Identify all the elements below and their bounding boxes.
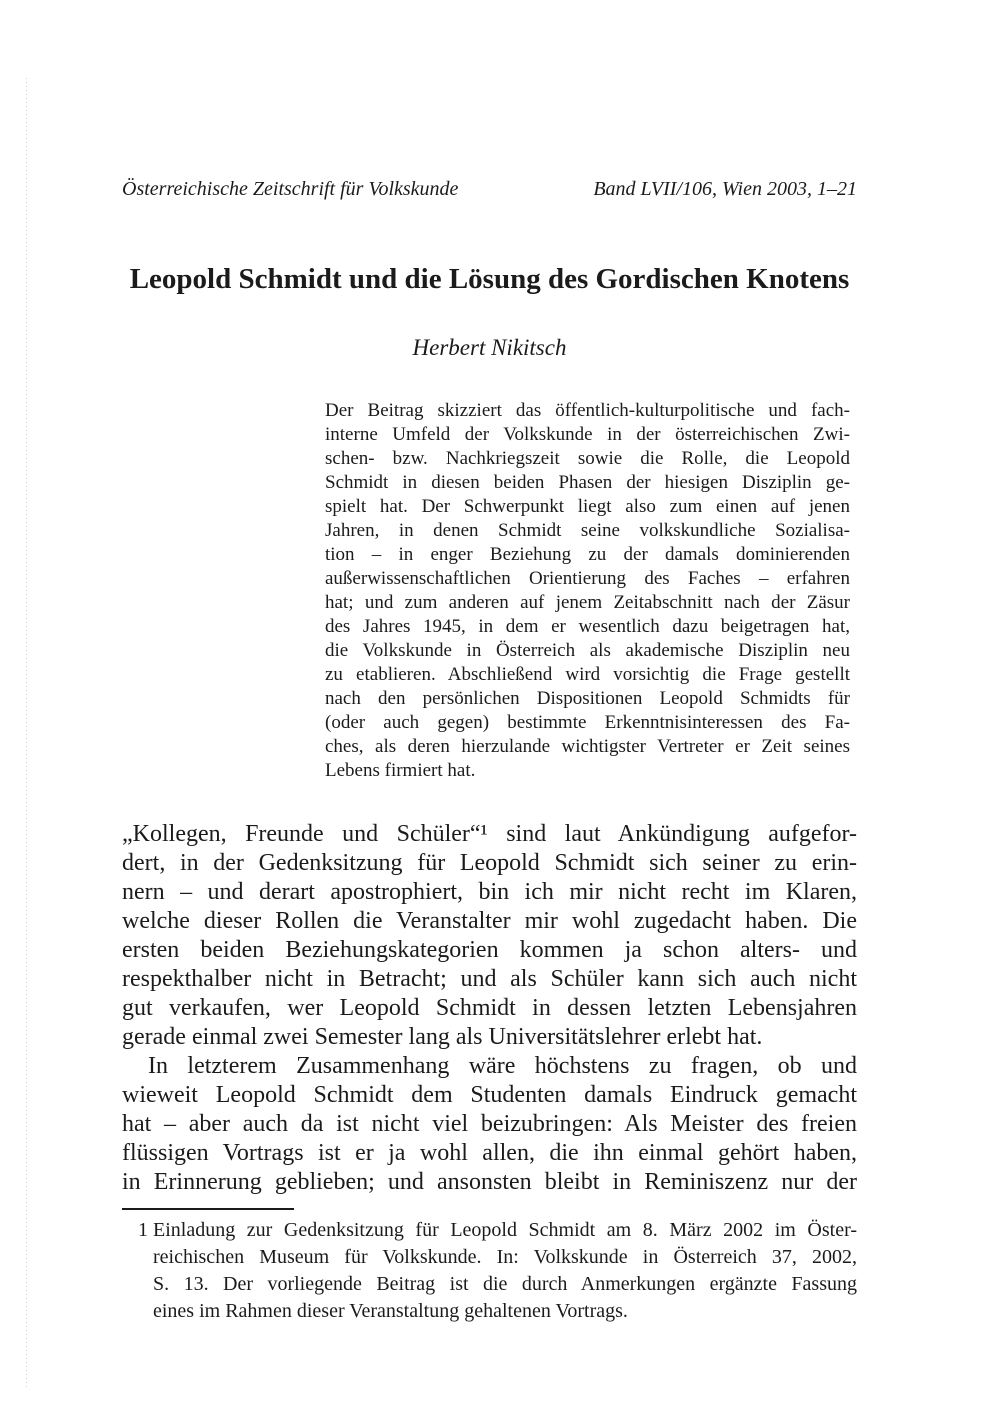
text-line: ches, als deren hierzulande wichtigster Vertreter er Zeit seines — [325, 736, 850, 757]
text-line: hat; und zum anderen auf jenem Zeitabschnitt nach der Zäsur — [325, 592, 850, 613]
text-line: in Erinnerung geblieben; und ansonsten bleibt in Reminiszenz nur der — [122, 1169, 857, 1195]
article-author: Herbert Nikitsch — [412, 335, 567, 360]
abstract-block — [325, 399, 850, 783]
text-line: gerade einmal zwei Semester lang als Universitätslehrer erlebt hat. — [122, 1024, 763, 1050]
text-line: zu etablieren. Abschließend wird vorsichtig die Frage gestellt — [325, 664, 850, 685]
text-line: reichischen Museum für Volkskunde. In: Volkskunde in Österreich 37, 2002, — [153, 1246, 857, 1268]
text-line: tion – in enger Beziehung zu der damals dominierenden — [325, 544, 850, 565]
text-line: dert, in der Gedenksitzung für Leopold Schmidt sich seiner zu erin- — [122, 850, 857, 876]
article-title: Leopold Schmidt und die Lösung des Gordischen Knotens — [129, 263, 850, 295]
text-line: hat – aber auch da ist nicht viel beizubringen: Als Meister des freien — [122, 1111, 857, 1137]
text-line: spielt hat. Der Schwerpunkt liegt also zum einen auf jenen — [325, 496, 850, 517]
text-line: interne Umfeld der Volkskunde in der österreichischen Zwi- — [325, 424, 850, 445]
text-line: „Kollegen, Freunde und Schüler“¹ sind laut Ankündigung aufgefor- — [122, 821, 857, 847]
text-line: gut verkaufen, wer Leopold Schmidt in dessen letzten Lebensjahren — [122, 995, 857, 1021]
text-line: nach den persönlichen Dispositionen Leopold Schmidts für — [325, 688, 850, 709]
journal-header — [122, 176, 857, 202]
body-paragraph-2 — [122, 1052, 857, 1197]
journal-name: Österreichische Zeitschrift für Volkskunde — [122, 178, 459, 200]
footnote-number: 1 — [138, 1219, 148, 1241]
body-paragraph-1 — [122, 820, 857, 1052]
footnote-text — [153, 1217, 857, 1325]
text-line: außerwissenschaftlichen Orientierung des Faches – erfahren — [325, 568, 850, 589]
text-line: des Jahres 1945, in dem er wesentlich dazu beigetragen hat, — [325, 616, 850, 637]
scan-artifact-line — [26, 78, 27, 1390]
text-line: Einladung zur Gedenksitzung für Leopold Schmidt am 8. März 2002 im Öster- — [153, 1219, 857, 1241]
text-line: S. 13. Der vorliegende Beitrag ist die durch Anmerkungen ergänzte Fassung — [153, 1273, 857, 1295]
text-line: Schmidt in diesen beiden Phasen der hiesigen Disziplin ge- — [325, 472, 850, 493]
text-line: In letzterem Zusammenhang wäre höchstens zu fragen, ob und — [148, 1053, 857, 1079]
text-line: Jahren, in denen Schmidt seine volkskundliche Sozialisa- — [325, 520, 850, 541]
text-line: ersten beiden Beziehungskategorien kommen ja schon alters- und — [122, 937, 857, 963]
text-line: flüssigen Vortrags ist er ja wohl allen, die ihn einmal gehört haben, — [122, 1140, 857, 1166]
text-line: respekthalber nicht in Betracht; und als Schüler kann sich auch nicht — [122, 966, 857, 992]
text-line: schen- bzw. Nachkriegszeit sowie die Rolle, die Leopold — [325, 448, 850, 469]
text-line: welche dieser Rollen die Veranstalter mir wohl zugedacht haben. Die — [122, 908, 857, 934]
text-line: wieweit Leopold Schmidt dem Studenten damals Eindruck gemacht — [122, 1082, 857, 1108]
text-line: eines im Rahmen dieser Veranstaltung gehaltenen Vortrags. — [153, 1300, 628, 1322]
volume-info: Band LVII/106, Wien 2003, 1–21 — [593, 178, 857, 200]
footnote-separator — [122, 1208, 294, 1210]
text-line: nern – und derart apostrophiert, bin ich mir nicht recht im Klaren, — [122, 879, 857, 905]
footnote-1 — [138, 1217, 857, 1325]
text-line: Der Beitrag skizziert das öffentlich-kulturpolitische und fach- — [325, 400, 850, 421]
text-line: (oder auch gegen) bestimmte Erkenntnisinteressen des Fa- — [325, 712, 850, 733]
text-line: Lebens firmiert hat. — [325, 760, 476, 781]
text-line: die Volkskunde in Österreich als akademische Disziplin neu — [325, 640, 850, 661]
